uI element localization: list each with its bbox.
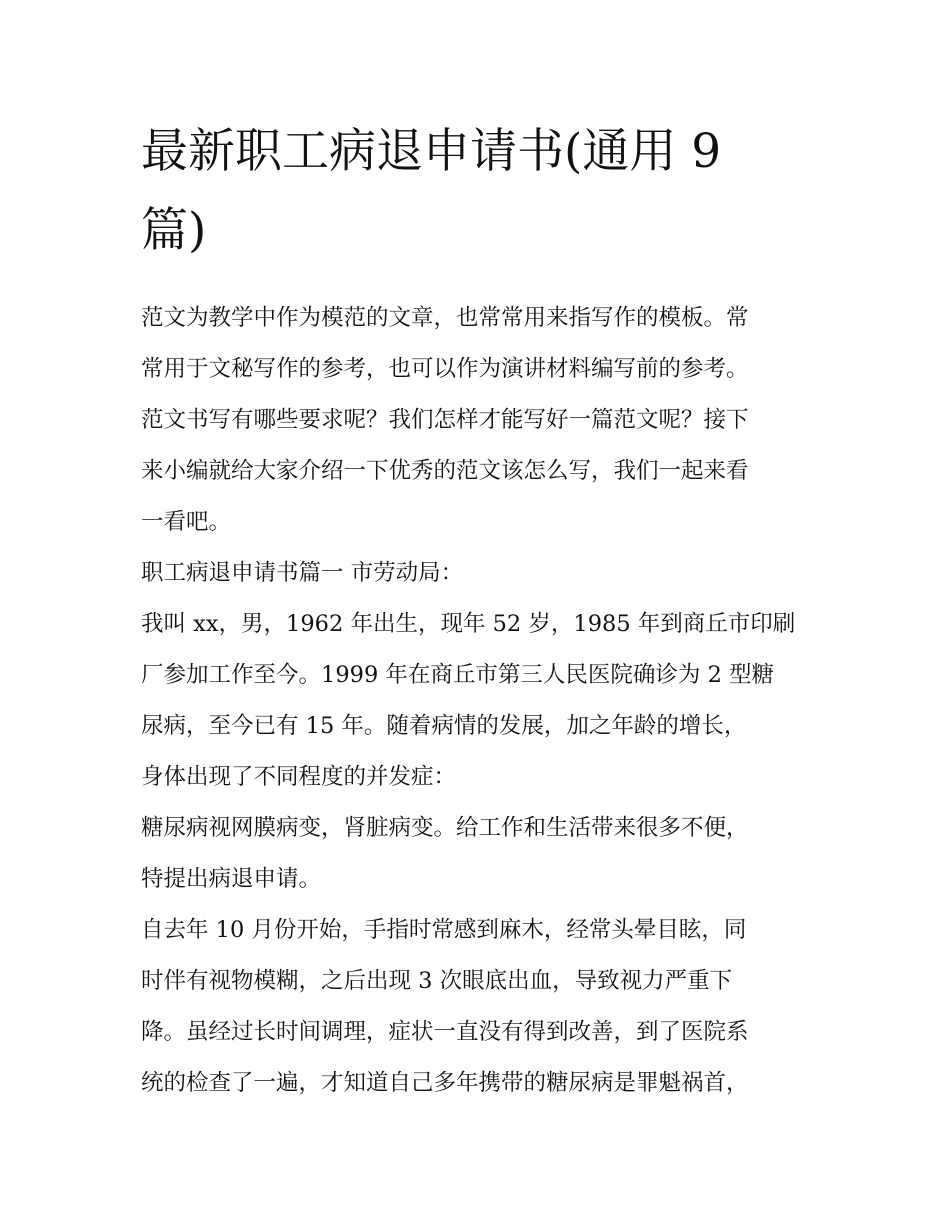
document-content (141, 112, 821, 1109)
body-line-4: 来小编就给大家介绍一下优秀的范文该怎么写，我们一起来看 (141, 458, 749, 484)
body-line-16: 统的检查了一遍，才知道自己多年携带的糖尿病是罪魁祸首， (141, 1070, 749, 1096)
document-title: 最新职工病退申请书(通用 9 篇) (141, 124, 722, 258)
body-line-11: 糖尿病视网膜病变，肾脏病变。给工作和生活带来很多不便， (141, 815, 749, 841)
body-line-12: 特提出病退申请。 (141, 866, 322, 892)
body-line-9: 尿病，至今已有 15 年。随着病情的发展，加之年龄的增长， (141, 713, 747, 739)
body-line-8: 厂参加工作至今。1999 年在商丘市第三人民医院确诊为 2 型糖 (141, 662, 775, 688)
body-line-2: 常用于文秘写作的参考，也可以作为演讲材料编写前的参考。 (141, 356, 749, 382)
body-line-6: 职工病退申请书篇一 市劳动局： (141, 560, 464, 586)
body-line-15: 降。虽经过长时间调理，症状一直没有得到改善，到了医院系 (141, 1019, 749, 1045)
body-line-7: 我叫 xx，男，1962 年出生，现年 52 岁，1985 年到商丘市印刷 (141, 611, 796, 637)
body-line-5: 一看吧。 (141, 509, 232, 535)
body-line-3: 范文书写有哪些要求呢？我们怎样才能写好一篇范文呢？接下 (141, 407, 749, 433)
body-line-13: 自去年 10 月份开始，手指时常感到麻木，经常头晕目眩，同 (141, 917, 747, 943)
body-line-10: 身体出现了不同程度的并发症： (141, 764, 457, 790)
body-line-1: 范文为教学中作为模范的文章，也常常用来指写作的模板。常 (141, 305, 749, 331)
body-line-14: 时伴有视物模糊，之后出现 3 次眼底出血，导致视力严重下 (141, 968, 733, 994)
